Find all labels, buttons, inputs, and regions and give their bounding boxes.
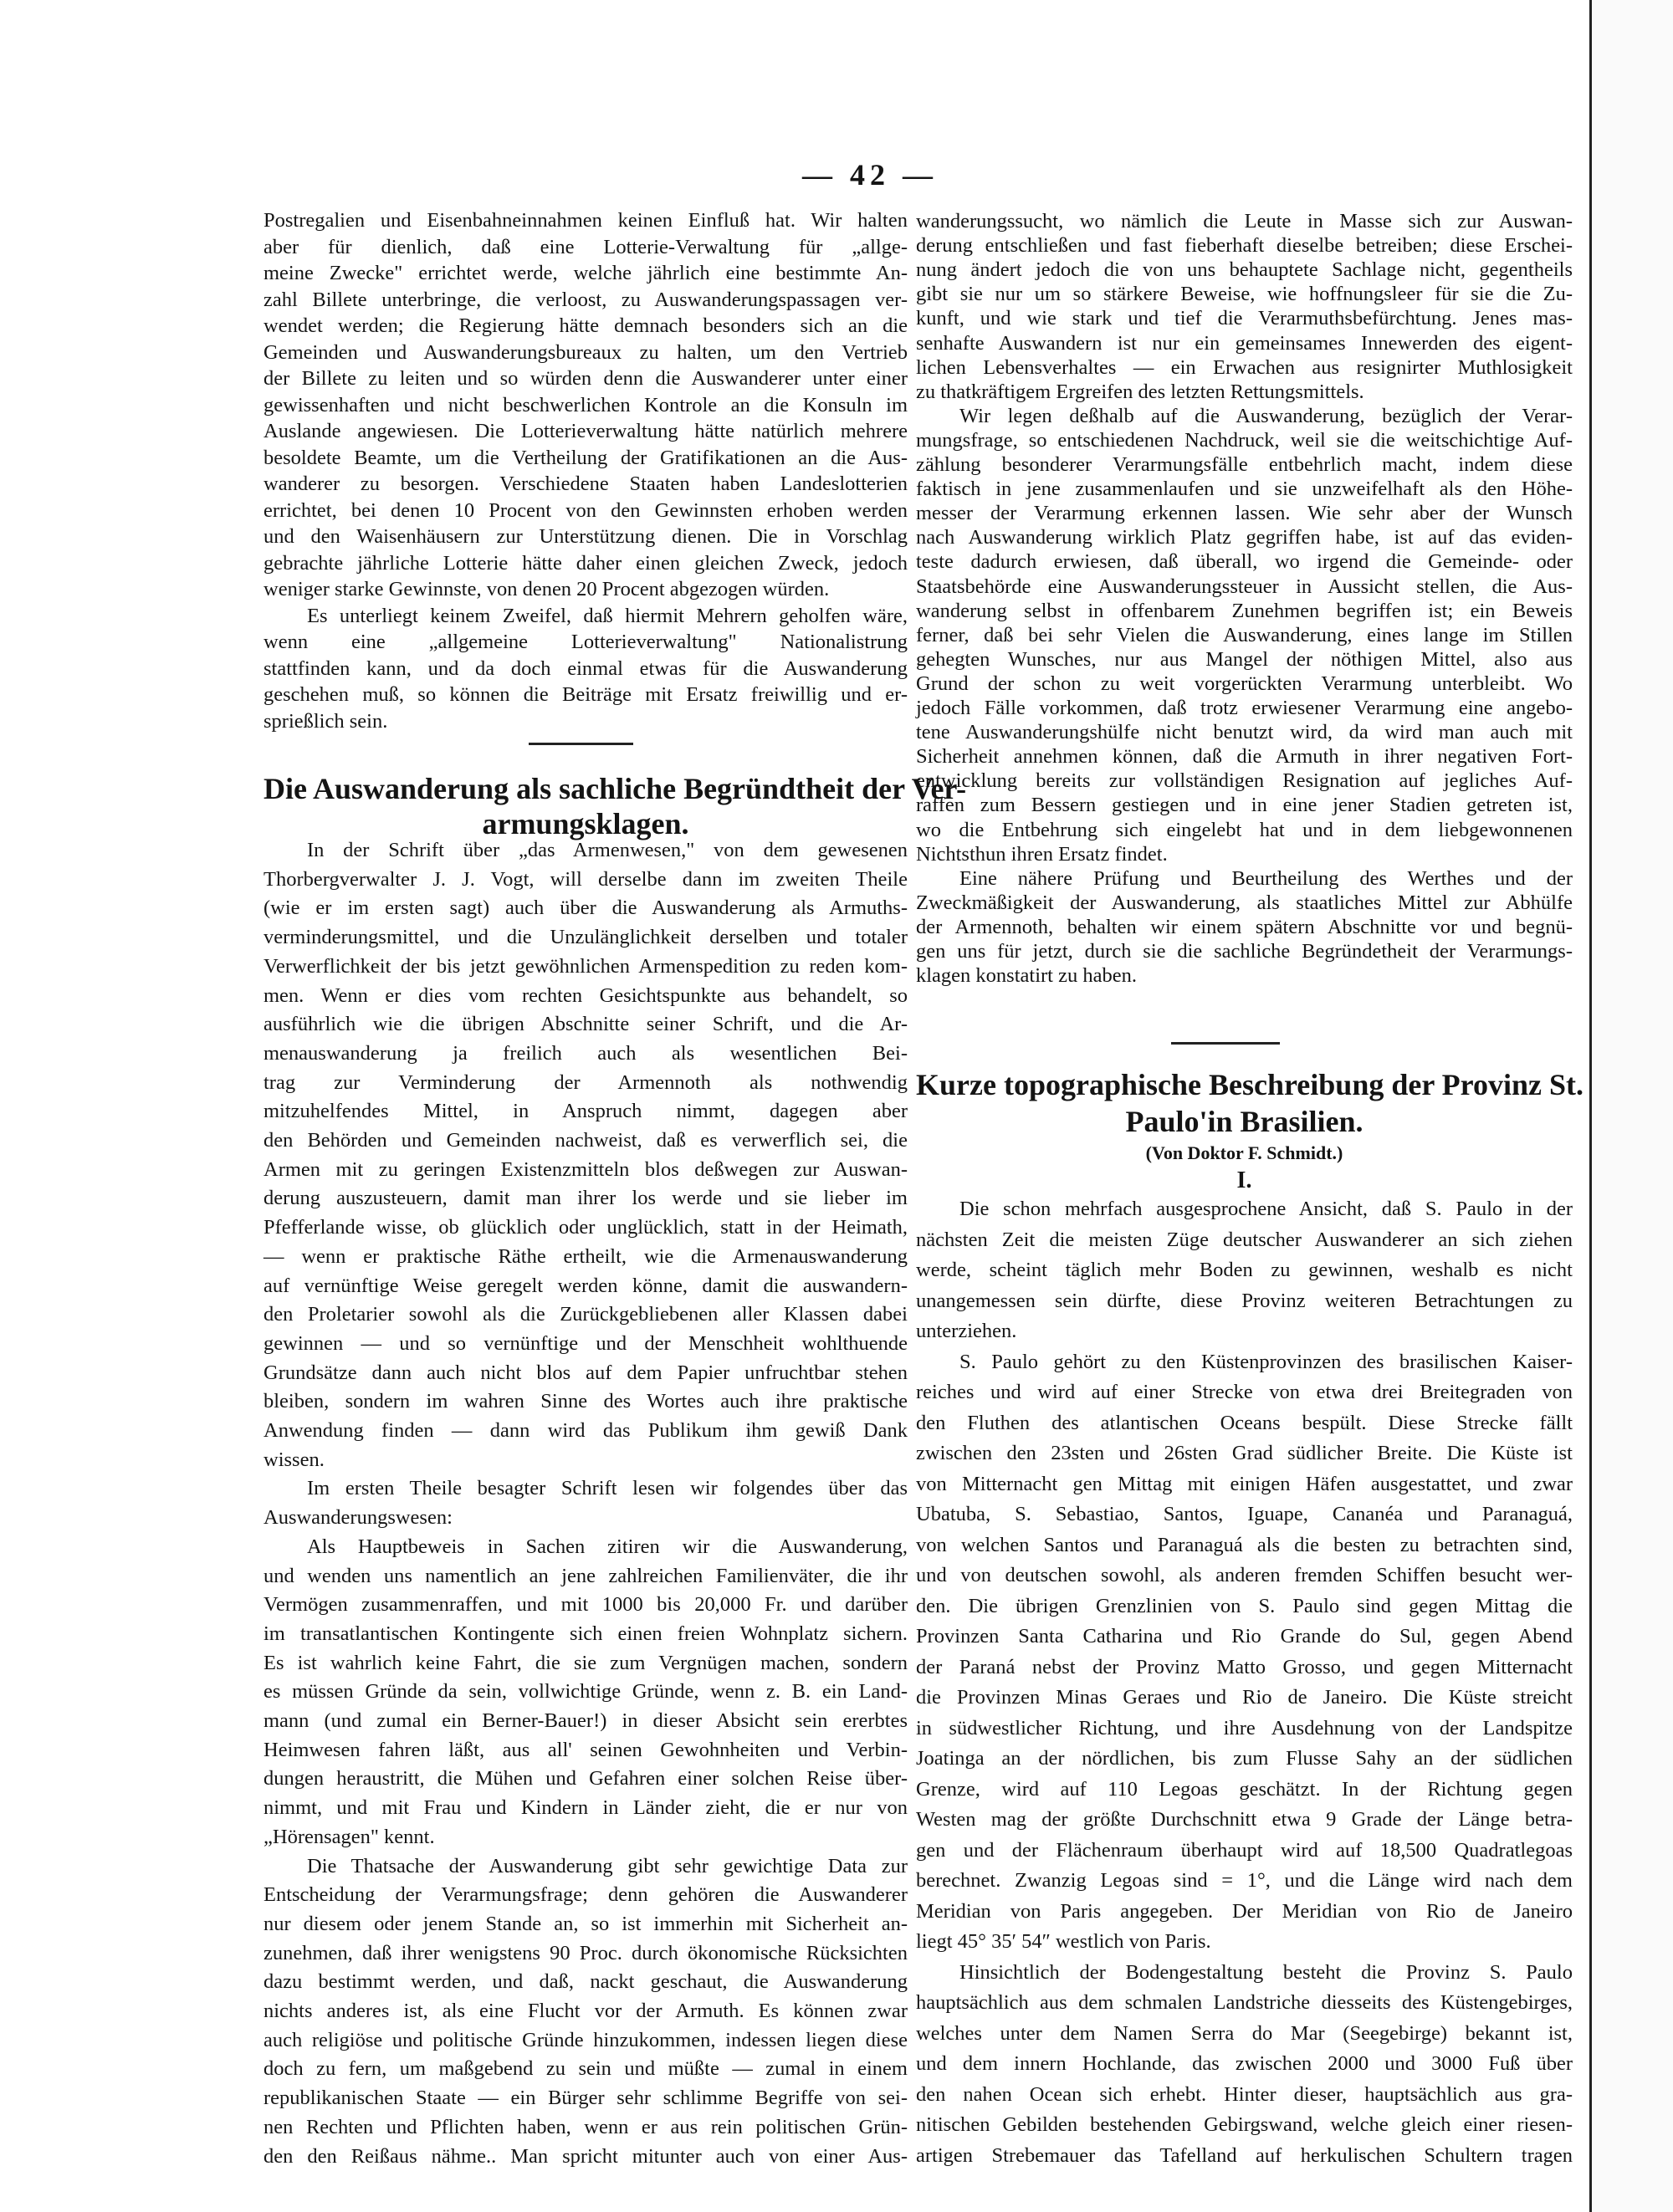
text-line: den Fluthen des atlantischen Oceans bespült. Diese Strecke fällt	[916, 1411, 1573, 1434]
text-line: Die Thatsache der Auswanderung gibt sehr gewichtige Data zur	[307, 1854, 908, 1877]
text-line: mungsfrage, so entschiedenen Nachdruck, weil sie die weitschichtige Auf-	[916, 428, 1573, 452]
text-line: wenn eine „allgemeine Lotterieverwaltung" Nationalistrung	[263, 631, 908, 653]
text-line: derung entschließen und fast fieberhaft dieselbe betreiben; diese Erschei-	[916, 234, 1573, 258]
page-number: — 42 —	[802, 158, 938, 192]
text-line: Nichtsthun ihren Ersatz findet.	[916, 842, 1168, 866]
text-line: und von deutschen sowohl, als anderen fremden Schiffen besucht wer-	[916, 1564, 1573, 1586]
text-line: Anwendung finden — dann wird das Publikum ihm gewiß Dank	[263, 1419, 908, 1442]
text-line: Als Hauptbeweis in Sachen zitiren wir die Auswanderung,	[307, 1535, 908, 1558]
text-line: klagen konstatirt zu haben.	[916, 964, 1137, 988]
text-line: meine Zwecke" errichtet werde, welche jährlich eine bestimmte An-	[263, 262, 908, 284]
text-line: wanderung selbst in offenbarem Zunehmen begriffen ist; ein Beweis	[916, 599, 1573, 622]
text-line: Thorbergverwalter J. J. Vogt, will derselbe dann im zweiten Theile	[263, 867, 908, 891]
text-line: — wenn er praktische Räthe ertheilt, wie die Armenauswanderung	[263, 1244, 908, 1268]
text-line: werde, scheint täglich mehr Boden zu gewinnen, weshalb es nicht	[916, 1259, 1573, 1281]
text-line: unangemessen sein dürfte, diese Provinz weiteren Betrachtungen zu	[916, 1289, 1573, 1312]
text-line: ausführlich wie die übrigen Abschnitte seiner Schrift, und die Ar-	[263, 1013, 908, 1036]
text-line: gen uns für jetzt, durch sie die sachliche Begründetheit der Verarmungs-	[916, 940, 1573, 963]
text-line: dazu bestimmt werden, und daß, nackt geschaut, die Auswanderung	[263, 1970, 908, 1994]
text-line: zahl Billete unterbringe, die verloost, zu Auswanderungspassagen ver-	[263, 288, 908, 311]
text-line: der Billete zu leiten und so würden denn die Auswanderer unter einer	[263, 367, 908, 390]
text-line: nimmt, und mit Frau und Kindern in Länder zieht, die er nur von	[263, 1796, 908, 1820]
text-line: Hinsichtlich der Bodengestaltung besteht die Provinz S. Paulo	[959, 1960, 1573, 1984]
text-line: Staatsbehörde eine Auswanderungssteuer in Aussicht stellen, die Aus-	[916, 575, 1573, 598]
text-line: mitzuhelfendes Mittel, in Anspruch nimmt, dagegen aber	[263, 1100, 908, 1123]
text-line: artigen Strebemauer das Tafelland auf herkulischen Schultern tragen	[916, 2143, 1573, 2167]
text-line: nach Auswanderung wirklich Platz gegriffen habe, ist auf das eviden-	[916, 526, 1573, 549]
text-line: Im ersten Theile besagter Schrift lesen wir folgendes über das	[307, 1477, 908, 1500]
text-line: tene Auswanderungshülfe nicht benutzt wird, da wird man auch mit	[916, 721, 1573, 744]
text-line: senhafte Auswandern ist nur ein gemeinsames Innewerden des eigent-	[916, 331, 1573, 355]
text-line: den Proletarier sowohl als die Zurückgebliebenen aller Klassen dabei	[263, 1303, 908, 1326]
text-line: bleiben, sondern im wahren Sinne des Wortes auch ihre praktische	[263, 1390, 908, 1413]
text-line: S. Paulo gehört zu den Küstenprovinzen des brasilischen Kaiser-	[959, 1350, 1573, 1373]
text-line: die Provinzen Minas Geraes und Rio de Janeiro. Die Küste streicht	[916, 1686, 1573, 1709]
text-line: gewinnen — und so vernünftige und der Menschheit wohlthuende	[263, 1331, 908, 1355]
text-line: Pfefferlande wisse, ob glücklich oder unglücklich, statt in der Heimath,	[263, 1216, 908, 1239]
text-line: besoldete Beamte, um die Vertheilung der Gratifikationen an die Aus-	[263, 446, 908, 469]
text-line: Es unterliegt keinem Zweifel, daß hiermit Mehrern geholfen wäre,	[307, 604, 908, 627]
article-heading-line-2: Paulo'in Brasilien.	[1125, 1105, 1363, 1138]
text-line: Meridian von Paris angegeben. Der Meridian von Rio de Janeiro	[916, 1899, 1573, 1923]
text-line: Gemeinden und Auswanderungsbureaux zu halten, um den Vertrieb	[263, 340, 908, 364]
text-line: doch zu fern, um maßgebend zu sein und müßte — zumal in einem	[263, 2057, 908, 2081]
text-line: zählung besonderer Verarmungsfälle entbehrlich macht, indem diese	[916, 453, 1573, 476]
text-line: auch religiöse und politische Gründe hinzukommen, indessen liegen diese	[263, 2028, 908, 2051]
text-line: welches unter dem Namen Serra do Mar (Seegebirge) bekannt ist,	[916, 2021, 1573, 2045]
section-divider-right	[1171, 1042, 1280, 1045]
text-line: Auswanderungswesen:	[263, 1506, 453, 1530]
text-line: Grundsätze dann auch nicht blos auf dem Papier unfruchtbar stehen	[263, 1361, 908, 1384]
text-line: auf vernünftige Weise geregelt werden könne, damit die auswandern-	[263, 1274, 908, 1297]
text-line: Westen mag der größte Durchschnitt etwa 9 Grade der Länge betra-	[916, 1808, 1573, 1831]
section-numeral: I.	[1236, 1167, 1252, 1193]
text-line: Zweckmäßigkeit der Auswanderung, als staatliches Mittel zur Abhülfe	[916, 891, 1573, 914]
page-edge-divider	[1589, 0, 1592, 2212]
text-line: derung auszusteuern, damit man ihrer los werde und sie lieber im	[263, 1187, 908, 1210]
text-line: berechnet. Zwanzig Legoas sind = 1°, und die Länge wird nach dem	[916, 1869, 1573, 1892]
text-line: Heimwesen fahren läßt, aus all' seinen Gewohnheiten und Verbin-	[263, 1738, 908, 1761]
text-line: den Behörden und Gemeinden nachweist, daß es verwerflich sei, die	[263, 1129, 908, 1152]
article-heading-line-2: armungsklagen.	[482, 807, 689, 840]
text-line: liegt 45° 35′ 54″ westlich von Paris.	[916, 1930, 1211, 1953]
text-line: lichen Lebensverhaltes — ein Erwachen aus resignirter Muthlosigkeit	[916, 355, 1573, 379]
text-line: in südwestlicher Richtung, und ihre Ausdehnung von der Landspitze	[916, 1716, 1573, 1739]
text-line: zunehmen, daß ihrer wenigstens 90 Proc. durch ökonomische Rücksichten	[263, 1941, 908, 1964]
article-byline: (Von Doktor F. Schmidt.)	[1145, 1142, 1343, 1163]
text-line: Grenze, wird auf 110 Legoas geschätzt. In der Richtung gegen	[916, 1777, 1573, 1801]
text-line: „Hörensagen" kennt.	[263, 1825, 435, 1848]
text-line: sprießlich sein.	[263, 709, 388, 733]
text-line: nur diesem oder jenem Stande an, so ist immerhin mit Sicherheit an-	[263, 1912, 908, 1935]
text-line: Postregalien und Eisenbahneinnahmen keinen Einfluß hat. Wir halten	[263, 209, 908, 232]
text-line: und wenden uns namentlich an jene zahlreichen Familienväter, die ihr	[263, 1564, 908, 1587]
text-line: faktisch in jene zusammenlaufen und sie unzweifelhaft als den Höhe-	[916, 478, 1573, 501]
text-line: entwicklung bereits zur vollständigen Resignation auf jegliches Auf-	[916, 769, 1573, 793]
text-line: messer der Verarmung erkennen lassen. Wie sehr aber der Wunsch	[916, 502, 1573, 525]
text-line: wanderungssucht, wo nämlich die Leute in Masse sich zur Auswan-	[916, 210, 1573, 232]
text-line: ferner, daß bei sehr Vielen die Auswanderung, eines lange im Stillen	[916, 623, 1573, 646]
text-line: raffen zum Bessern gestiegen und in eine jener Stadien getreten ist,	[916, 794, 1573, 817]
text-line: Es ist wahrlich keine Fahrt, die sie zum Vergnügen machen, sondern	[263, 1651, 908, 1674]
text-line: der Armennoth, behalten wir einem spätern Abschnitte vor und begnü-	[916, 915, 1573, 938]
text-line: reiches und wird auf einer Strecke von etwa drei Breitegraden von	[916, 1381, 1573, 1403]
text-line: geschehen muß, so können die Beiträge mit Ersatz freiwillig und er-	[263, 683, 908, 706]
text-line: den. Die übrigen Grenzlinien von S. Paulo sind gegen Mittag die	[916, 1594, 1573, 1617]
text-line: unterziehen.	[916, 1320, 1017, 1342]
text-line: verminderungsmittel, und die Unzulänglichkeit derselben und totaler	[263, 926, 908, 949]
text-line: gen und der Flächenraum überhaupt wird auf 18,500 Quadratlegoas	[916, 1838, 1573, 1862]
text-line: weniger starke Gewinnste, von denen 20 Procent abgezogen würden.	[263, 578, 830, 600]
text-line: Verwerflichkeit der bis jetzt gewöhnlichen Armenspedition zu reden kom-	[263, 954, 908, 978]
text-line: Wir legen deßhalb auf die Auswanderung, bezüglich der Verar-	[959, 404, 1573, 427]
text-line: von Mitternacht gen Mittag mit einigen Häfen ausgestattet, und zwar	[916, 1472, 1573, 1495]
section-divider-left	[529, 743, 633, 745]
text-line: errichtet, bei denen 10 Procent von den Gewinnsten erhoben werden	[263, 498, 908, 522]
text-line: Die schon mehrfach ausgesprochene Ansicht, daß S. Paulo in der	[959, 1198, 1573, 1220]
article-heading-line-1: Kurze topographische Beschreibung der Provinz St.	[916, 1068, 1584, 1101]
text-line: kunft, und wie stark und tief die Verarmuthsbefürchtung. Jenes mas-	[916, 307, 1573, 330]
text-line: Entscheidung der Verarmungsfrage; denn gehören die Auswanderer	[263, 1883, 908, 1907]
text-line: im transatlantischen Kontingente sich einen freien Wohnplatz sichern.	[263, 1622, 908, 1645]
text-line: aber für dienlich, daß eine Lotterie-Verwaltung für „allge-	[263, 235, 908, 258]
text-line: Auslande angewiesen. Die Lotterieverwaltung hätte natürlich mehrere	[263, 420, 908, 442]
text-line: zwischen den 23sten und 26sten Grad südlicher Breite. Die Küste ist	[916, 1442, 1573, 1464]
text-line: den nahen Ocean sich erhebt. Hinter dieser, hauptsächlich aus gra-	[916, 2082, 1573, 2106]
text-line: und den Waisenhäusern zur Unterstützung dienen. Die in Vorschlag	[263, 525, 908, 548]
article-heading-line-1: Die Auswanderung als sachliche Begründtheit der Ver-	[263, 772, 967, 805]
text-line: nichts anderes ist, als eine Flucht vor der Armuth. Es können zwar	[263, 2000, 908, 2022]
text-line: teste dadurch erwiesen, daß überall, wo irgend die Gemeinde- oder	[916, 550, 1573, 574]
text-line: nächsten Zeit die meisten Züge deutscher Auswanderer an sich ziehen	[916, 1228, 1573, 1251]
text-line: gewissenhaften und nicht beschwerlichen Kontrole an die Konsuln im	[263, 393, 908, 416]
text-line: gebrachte jährliche Lotterie hätte daher einen gleichen Zweck, jedoch	[263, 551, 908, 575]
text-line: republikanischen Staate — ein Bürger sehr schlimme Begriffe von sei-	[263, 2087, 908, 2110]
text-line: (wie er im ersten sagt) auch über die Auswanderung als Armuths-	[263, 897, 908, 920]
text-line: men. Wenn er dies vom rechten Gesichtspunkte aus behandelt, so	[263, 983, 908, 1007]
text-line: In der Schrift über „das Armenwesen," von dem gewesenen	[307, 839, 908, 861]
text-line: dungen heraustritt, die Mühen und Gefahren einer solchen Reise über-	[263, 1767, 908, 1791]
text-line: und dem innern Hochlande, das zwischen 2000 und 3000 Fuß über	[916, 2052, 1573, 2075]
text-line: wo die Entbehrung sich eingelebt hat und in dem liebgewonnenen	[916, 818, 1573, 841]
text-line: Grund der schon zu weit vorgerückten Verarmung unterbleibt. Wo	[916, 672, 1573, 695]
text-line: von welchen Santos und Paranaguá als die besten zu betrachten sind,	[916, 1533, 1573, 1556]
text-line: gehegten Wunsches, nur aus Mangel der nöthigen Mittel, also aus	[916, 647, 1573, 671]
text-line: gibt sie nur um so stärkere Beweise, wie hoffnungsleer für sie die Zu-	[916, 283, 1573, 306]
text-line: nen Rechten und Pflichten haben, wenn er aus rein politischen Grün-	[263, 2115, 908, 2138]
text-line: wanderer zu besorgen. Verschiedene Staaten haben Landeslotterien	[263, 473, 908, 495]
text-line: trag zur Verminderung der Armennoth als nothwendig	[263, 1070, 908, 1094]
adjacent-page-margin	[1592, 0, 1673, 2212]
text-line: Vermögen zusammenraffen, und mit 1000 bis 20,000 Fr. und darüber	[263, 1593, 908, 1617]
text-line: mann (und zumal ein Berner-Bauer!) in dieser Absicht sein ererbtes	[263, 1709, 908, 1732]
text-line: Joatinga an der nördlichen, bis zum Flusse Sahy an der südlichen	[916, 1747, 1573, 1770]
text-line: Sicherheit annehmen können, daß die Armuth in ihrer negativen Fort-	[916, 745, 1573, 769]
text-line: den den Reißaus nähme.. Man spricht mitunter auch von einer Aus-	[263, 2144, 908, 2168]
text-line: wissen.	[263, 1448, 325, 1471]
text-line: nung ändert jedoch die von uns behauptete Sachlage nicht, gegentheils	[916, 258, 1573, 282]
text-line: Ubatuba, S. Sebastiao, Santos, Iguape, Cananéa und Paranaguá,	[916, 1503, 1573, 1525]
text-line: nitischen Gebilden bestehenden Gebirgswand, welche gleich einer riesen-	[916, 2113, 1573, 2136]
text-line: stattfinden kann, und da doch einmal etwas für die Auswanderung	[263, 656, 908, 680]
text-line: menauswanderung ja freilich auch als wesentlichen Bei-	[263, 1041, 908, 1065]
text-line: der Paraná nebst der Provinz Matto Grosso, und gegen Mitternacht	[916, 1655, 1573, 1678]
text-line: Eine nähere Prüfung und Beurtheilung des Werthes und der	[959, 866, 1573, 890]
text-line: wendet werden; die Regierung hätte demnach besonders sich an die	[263, 314, 908, 337]
text-line: zu thatkräftigem Ergreifen des letzten Rettungsmittels.	[916, 380, 1364, 403]
text-line: Armen mit zu geringen Existenzmitteln blos deßwegen zur Auswan-	[263, 1157, 908, 1181]
text-line: es müssen Gründe da sein, vollwichtige Gründe, wenn z. B. ein Land-	[263, 1680, 908, 1704]
text-line: jedoch Fälle vorkommen, daß trotz erwiesener Verarmung eine angebo-	[916, 697, 1573, 719]
text-line: Provinzen Santa Catharina und Rio Grande do Sul, gegen Abend	[916, 1625, 1573, 1648]
text-line: hauptsächlich aus dem schmalen Landstriche diesseits des Küstengebirges,	[916, 1991, 1573, 2014]
